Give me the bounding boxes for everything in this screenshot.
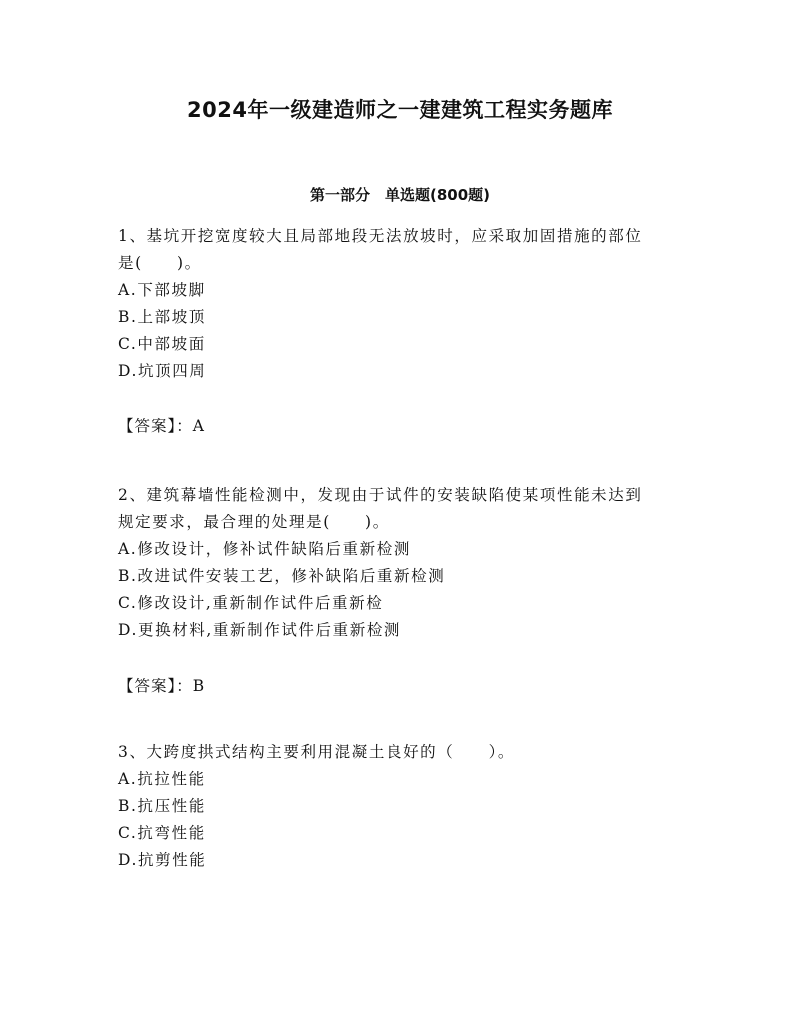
question-1-stem-line-1: 1、基坑开挖宽度较大且局部地段无法放坡时，应采取加固措施的部位	[118, 227, 643, 245]
page-title: 2024年一级建造师之一建建筑工程实务题库	[187, 98, 613, 122]
section-heading: 第一部分 单选题(800题)	[309, 186, 491, 204]
question-1-stem-line-2: 是( )。	[118, 254, 202, 272]
question-1-option-d: D.坑顶四周	[118, 362, 207, 380]
question-3-option-a: A.抗拉性能	[118, 770, 206, 788]
question-1-option-a: A.下部坡脚	[118, 281, 206, 299]
question-3-stem-line-1: 3、大跨度拱式结构主要利用混凝土良好的（ ）。	[118, 743, 516, 761]
question-2-option-a: A.修改设计，修补试件缺陷后重新检测	[118, 540, 411, 558]
question-3-option-d: D.抗剪性能	[118, 851, 207, 869]
question-3-option-c: C.抗弯性能	[118, 824, 206, 842]
question-2-option-d: D.更换材料,重新制作试件后重新检测	[118, 621, 402, 639]
question-2-answer: 【答案】：B	[118, 677, 206, 695]
question-1-answer: 【答案】：A	[118, 417, 205, 435]
question-3-option-b: B.抗压性能	[118, 797, 206, 815]
question-2-option-b: B.改进试件安装工艺，修补缺陷后重新检测	[118, 567, 446, 585]
question-2-stem-line-2: 规定要求，最合理的处理是( )。	[118, 513, 390, 531]
question-2-option-c: C.修改设计,重新制作试件后重新检	[118, 594, 384, 612]
question-1-option-b: B.上部坡顶	[118, 308, 206, 326]
question-2-stem-line-1: 2、建筑幕墙性能检测中，发现由于试件的安装缺陷使某项性能未达到	[118, 486, 643, 504]
question-1-option-c: C.中部坡面	[118, 335, 206, 353]
